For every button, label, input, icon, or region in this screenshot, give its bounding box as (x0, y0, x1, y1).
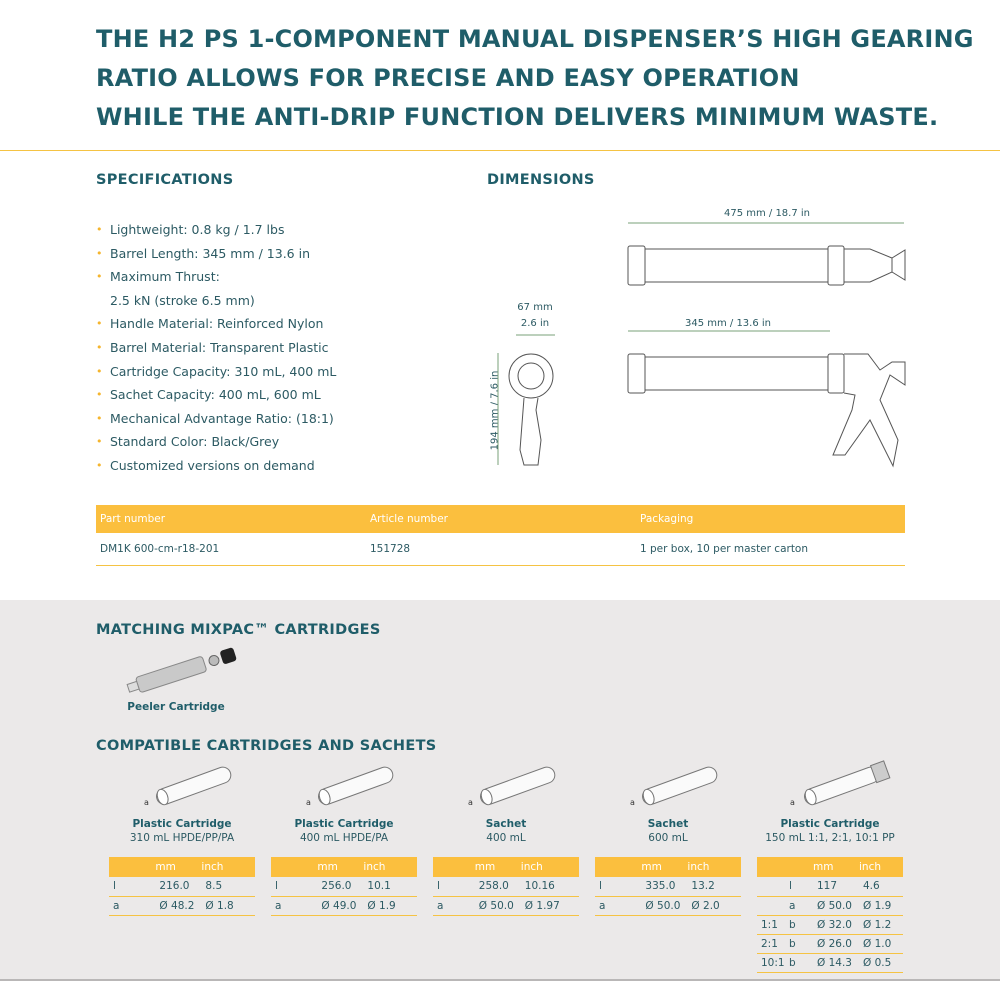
spec-text: 2.5 kN (stroke 6.5 mm) (110, 292, 255, 308)
barrel-length-label: 345 mm / 13.6 in (684, 318, 772, 329)
column-header: inch (859, 857, 903, 877)
overall-length-label: 475 mm / 18.7 in (723, 208, 811, 219)
table-header-row (109, 857, 255, 877)
part-table (96, 505, 905, 566)
dispenser-top-view (628, 246, 905, 285)
cartridge-desc: 310 mL HPDE/PP/PA (129, 832, 235, 844)
cartridge-name: Sachet (647, 818, 689, 830)
column-header: mm (475, 857, 521, 877)
table-cell: Ø 2.0 (687, 896, 741, 915)
svg-text:a: a (468, 798, 473, 807)
table-cell: 13.2 (687, 877, 741, 896)
table-cell: Ø 14.3 (813, 953, 859, 972)
table-header-row (433, 857, 579, 877)
bottom-divider (0, 979, 1000, 981)
table-cell: Ø 26.0 (813, 934, 859, 953)
column-header: Packaging (636, 505, 905, 533)
spec-text: Customized versions on demand (110, 457, 315, 473)
table-cell: b (785, 934, 813, 953)
table-header-row (96, 505, 905, 533)
peeler-cartridge-image (115, 645, 245, 695)
compatible-heading: COMPATIBLE CARTRIDGES AND SACHETS (96, 738, 437, 754)
table-row (595, 877, 741, 896)
table-row (271, 877, 417, 896)
table-cell: Ø 1.97 (521, 896, 579, 915)
table-row (433, 877, 579, 896)
spec-text: Barrel Length: 345 mm / 13.6 in (110, 245, 310, 261)
table-cell: a (785, 896, 813, 915)
cartridge-desc: 150 mL 1:1, 2:1, 10:1 PP (765, 832, 895, 844)
svg-text:a: a (630, 798, 635, 807)
table-cell: b (785, 953, 813, 972)
specifications-heading: SPECIFICATIONS (96, 172, 234, 188)
peeler-cartridge-label: Peeler Cartridge (127, 701, 225, 713)
cartridge-caption (755, 817, 905, 845)
table-cell: Ø 0.5 (859, 953, 903, 972)
cartridge-caption (431, 817, 581, 845)
svg-text:a: a (790, 798, 795, 807)
column-header: Article number (366, 505, 636, 533)
table-cell: Ø 48.2 (155, 896, 201, 915)
table-cell: Ø 50.0 (813, 896, 859, 915)
column-header: inch (201, 857, 255, 877)
cartridge-image (780, 760, 890, 810)
dispenser-side-view (628, 354, 905, 466)
cartridge-dimension-table (595, 857, 741, 916)
width-in-label: 2.6 in (520, 318, 550, 329)
table-cell: Ø 1.8 (201, 896, 255, 915)
table-row (757, 953, 903, 972)
table-cell: 258.0 (475, 877, 521, 896)
table-cell: l (595, 877, 641, 896)
cartridge-dimension-table (271, 857, 417, 916)
spec-text: Cartridge Capacity: 310 mL, 400 mL (110, 363, 337, 379)
table-cell: Ø 50.0 (475, 896, 521, 915)
spec-text: Lightweight: 0.8 kg / 1.7 lbs (110, 222, 285, 237)
table-row (109, 896, 255, 915)
cartridge-dimension-table (109, 857, 255, 916)
bullet-icon: • (96, 411, 103, 425)
table-cell: 2:1 (757, 934, 785, 953)
spec-text: Mechanical Advantage Ratio: (18:1) (110, 410, 334, 426)
cartridge-desc: 600 mL (648, 832, 688, 844)
table-cell: Ø 32.0 (813, 915, 859, 934)
article-number: 151728 (366, 533, 636, 565)
spec-text: Sachet Capacity: 400 mL, 600 mL (110, 387, 321, 403)
bullet-icon: • (96, 317, 103, 331)
table-row (595, 896, 741, 915)
table-cell: Ø 1.9 (363, 896, 417, 915)
table-cell: 216.0 (155, 877, 201, 896)
spec-text: Standard Color: Black/Grey (110, 434, 280, 450)
table-cell: 1:1 (757, 915, 785, 934)
spec-text: Barrel Material: Transparent Plastic (110, 339, 329, 355)
table-cell (757, 896, 785, 915)
table-cell: l (109, 877, 155, 896)
table-header-row (595, 857, 741, 877)
headline-line: WHILE THE ANTI-DRIP FUNCTION DELIVERS MINIMUM WASTE. (96, 103, 939, 131)
cartridge-image (132, 760, 242, 810)
table-header-row (757, 857, 903, 877)
table-cell: 335.0 (641, 877, 687, 896)
bullet-icon: • (96, 246, 103, 260)
table-cell: 8.5 (201, 877, 255, 896)
bullet-icon: • (96, 270, 103, 284)
table-row (433, 896, 579, 915)
bullet-icon: • (96, 364, 103, 378)
table-cell: l (785, 877, 813, 896)
svg-text:a: a (306, 798, 311, 807)
table-row (757, 896, 903, 915)
cartridge-dimension-table (433, 857, 579, 916)
column-header: mm (641, 857, 687, 877)
table-cell: a (109, 896, 155, 915)
cartridge-name: Plastic Cartridge (294, 818, 394, 830)
spec-text: Handle Material: Reinforced Nylon (110, 316, 324, 332)
table-cell: a (433, 896, 475, 915)
table-row (757, 915, 903, 934)
cartridge-dimension-table (757, 857, 903, 973)
bullet-icon: • (96, 340, 103, 354)
table-cell: 10.16 (521, 877, 579, 896)
table-cell: Ø 1.0 (859, 934, 903, 953)
table-row (109, 877, 255, 896)
headline-line: THE H2 PS 1-COMPONENT MANUAL DISPENSER’S HIGH GEARING (96, 25, 974, 53)
cartridge-desc: 400 mL (486, 832, 526, 844)
cartridge-image (618, 760, 728, 810)
table-cell: 4.6 (859, 877, 903, 896)
table-cell: Ø 1.9 (859, 896, 903, 915)
column-header: inch (521, 857, 579, 877)
table-cell: b (785, 915, 813, 934)
table-row (271, 896, 417, 915)
bullet-icon: • (96, 435, 103, 449)
cartridge-caption (269, 817, 419, 845)
table-cell: Ø 1.2 (859, 915, 903, 934)
dimensions-heading: DIMENSIONS (487, 172, 595, 188)
cartridge-caption (107, 817, 257, 845)
table-cell: 256.0 (317, 877, 363, 896)
table-cell: l (433, 877, 475, 896)
table-cell: a (595, 896, 641, 915)
svg-text:a: a (144, 798, 149, 807)
bullet-icon: • (96, 458, 103, 472)
table-cell: 117 (813, 877, 859, 896)
cartridge-image (294, 760, 404, 810)
part-number: DM1K 600-cm-r18-201 (96, 533, 366, 565)
cartridge-name: Plastic Cartridge (780, 818, 880, 830)
height-label: 194 mm / 7.6 in (489, 370, 501, 451)
cartridge-name: Sachet (485, 818, 527, 830)
table-header-row (271, 857, 417, 877)
bullet-icon: • (96, 388, 103, 402)
table-cell: l (271, 877, 317, 896)
packaging: 1 per box, 10 per master carton (636, 533, 905, 565)
table-row (757, 877, 903, 896)
table-cell: 10.1 (363, 877, 417, 896)
dispenser-front-view (509, 354, 553, 465)
headline-line: RATIO ALLOWS FOR PRECISE AND EASY OPERATION (96, 64, 800, 92)
cartridge-name: Plastic Cartridge (132, 818, 232, 830)
table-cell (757, 877, 785, 896)
matching-heading: MATCHING MIXPAC™ CARTRIDGES (96, 622, 381, 638)
bullet-icon: • (96, 223, 103, 236)
cartridge-desc: 400 mL HPDE/PA (299, 832, 389, 844)
column-header: mm (813, 857, 859, 877)
table-cell: Ø 50.0 (641, 896, 687, 915)
cartridge-image (456, 760, 566, 810)
column-header: inch (687, 857, 741, 877)
column-header: mm (317, 857, 363, 877)
table-row (757, 934, 903, 953)
table-row (96, 533, 905, 565)
cartridge-caption (593, 817, 743, 845)
column-header: inch (363, 857, 417, 877)
column-header: Part number (96, 505, 366, 533)
column-header: mm (155, 857, 201, 877)
table-cell: a (271, 896, 317, 915)
width-mm-label: 67 mm (517, 302, 553, 313)
table-cell: 10:1 (757, 953, 785, 972)
table-cell: Ø 49.0 (317, 896, 363, 915)
spec-text: Maximum Thrust: (110, 269, 220, 285)
